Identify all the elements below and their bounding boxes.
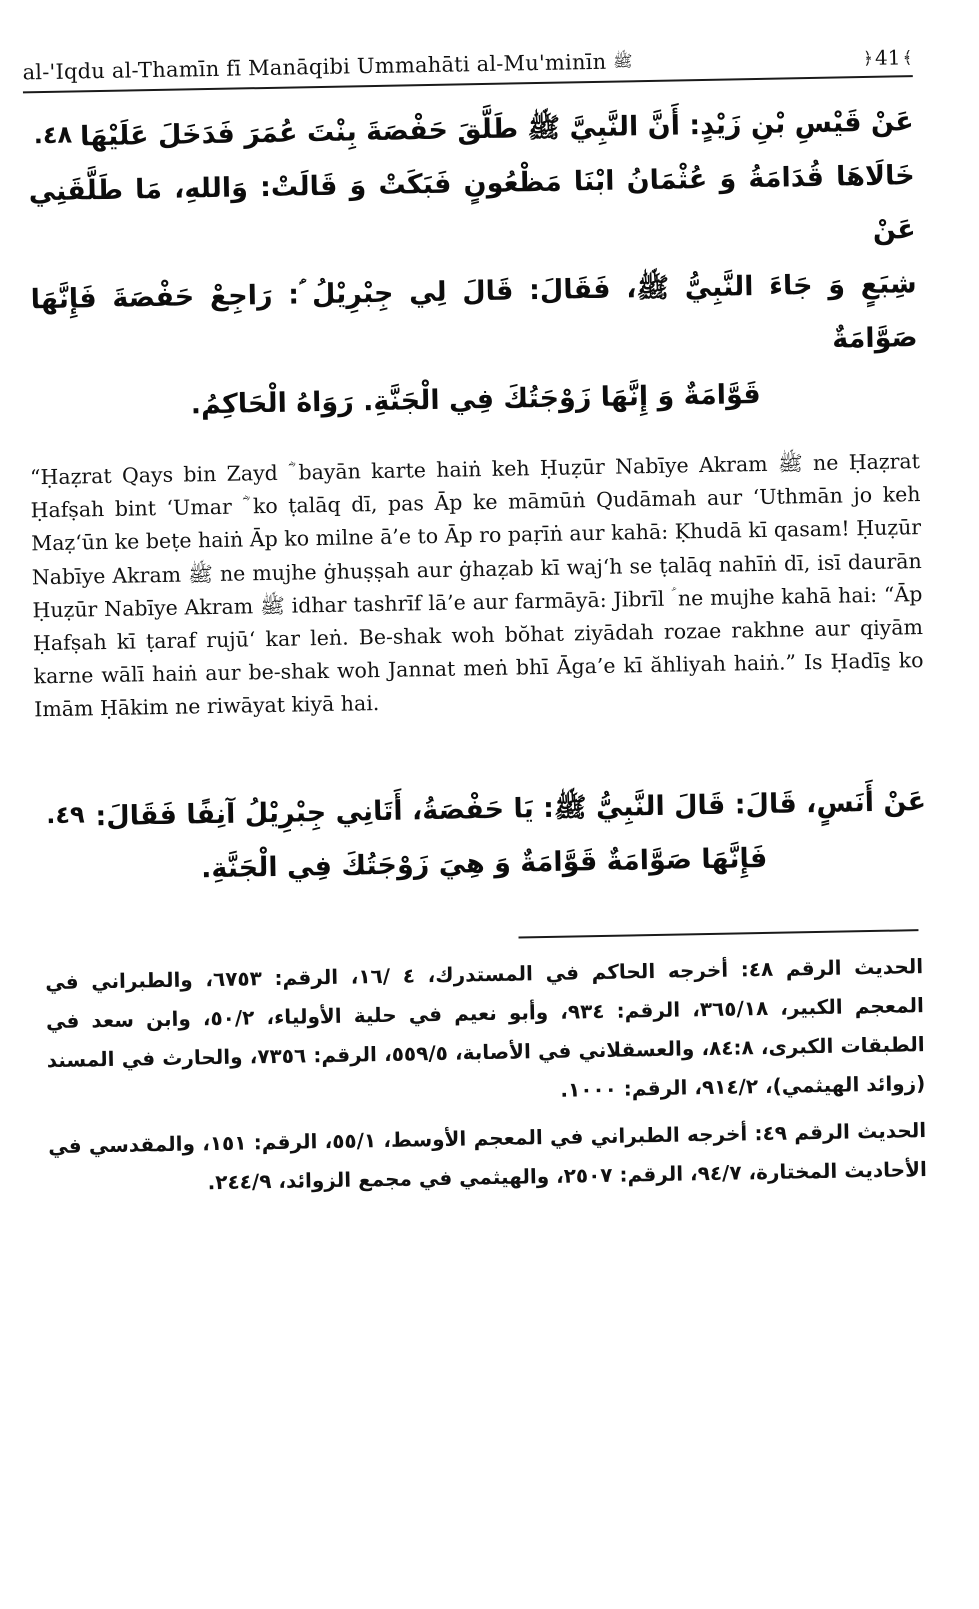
- footnote-49: الحديث الرقم ٤٩: أخرجه الطبراني في المعجم الأوسط، ٥٥/١، الرقم: ١٥١، والمقدسي في الأحاديث المختارة، ٩٤/٧، الرقم: ٢٥٠٧، والهيثمي في مجمع الزوائد، ٢٤٤/٩.: [48, 1117, 928, 1194]
- hadith-48-line-1: عَنْ قَيْسِ بْنِ زَيْدٍ: أَنَّ النَّبِيَّ ﷺ طَلَّقَ حَفْصَةَ بِنْتَ عُمَرَ فَدَخَلَ عَلَيْهَا: [79, 106, 914, 153]
- ornament-right-icon: ﴾: [902, 47, 913, 68]
- hadith-48-line-4: قَوَّامَةٌ وَ إِنَّهَا زَوْجَتُكَ فِي الْجَنَّةِ. رَوَاهُ الْحَاكِمُ.: [190, 378, 761, 421]
- hadith-48-number: ٤٨.: [33, 120, 73, 150]
- page-header: [22, 44, 912, 93]
- ornament-left-icon: ﴿: [862, 48, 874, 69]
- page-number: [863, 45, 913, 70]
- sallallahu-glyph: ﷺ: [613, 51, 633, 71]
- hadith-49-number: ٤٩.: [45, 800, 85, 829]
- hadith-49-arabic: [36, 775, 928, 899]
- running-title: [22, 49, 632, 85]
- hadith-49-line-1: عَنْ أَنَسٍ، قَالَ: قَالَ النَّبِيُّ ﷺ: يَا حَفْصَةُ، أَتَانِي جِبْرِيْلُ آنِفًا فَقَالَ:: [95, 785, 927, 832]
- page-content: [22, 44, 939, 1540]
- hadith-49-line-2: فَإِنَّهَا صَوَّامَةٌ قَوَّامَةٌ وَ هِيَ زَوْجَتُكَ فِي الْجَنَّةِ.: [200, 842, 768, 884]
- footnote-48: الحديث الرقم ٤٨: أخرجه الحاكم في المستدرك، ٤ /١٦، الرقم: ٦٧٥٣، والطبراني في المعجم الكبير، ٣٦٥/١٨، الرقم: ٩٣٤، وأبو نعيم في حلية الأولياء، ٥٠/٢، وابن سعد في الطبقات الكبرى، ٨٤:٨، والعسقلاني في الأصابة، ٥٥٩/٥، الرقم: ٧٣٥٦، والحارث في المسند (زوائد الهيثمي)، ٩١٤/٢، الرقم: ١٠٠٠.: [45, 953, 926, 1102]
- hadith-48-line-2: خَالَاهَا قُدَامَةُ وَ عُثْمَانُ ابْنَا مَظْعُونٍ فَبَكَتْ وَ قَالَتْ: وَاللهِ، مَا طَلَّقَنِي عَنْ: [28, 160, 916, 246]
- page-number-value: 41: [874, 45, 901, 70]
- running-title-text: al-'Iqdu al-Thamīn fī Manāqibi Ummahāti al-Mu'minīn: [22, 49, 607, 85]
- footnote-separator: [518, 929, 918, 938]
- hadith-48-line-3: شِبَعٍ وَ جَاءَ النَّبِيُّ ﷺ، فَقَالَ: قَالَ لِي جِبْرِيْلُ ؑ: رَاجِعْ حَفْصَةَ فَإِنَّهَا صَوَّامَةٌ: [30, 268, 918, 355]
- hadith-48-arabic: [23, 95, 919, 435]
- footnotes: [39, 947, 933, 1205]
- hadith-48-translation: “Ḥaẓrat Qays bin Zayd ؓ bayān karte haiṅ keh Ḥuẓūr Nabīye Akram ﷺ ne Ḥaẓrat Ḥafṣah bint ‘Umar ؓ ko ṭalāq dī, pas Āp ke māmūṅ Qudāmah aur ‘Uthmān jo keh Maẓ‘ūn ke beṭe haiṅ Āp ko milne ā’e to Āp ro paṛīṅ aur kahā: Ḳhudā kī qasam! Ḥuẓūr Nabīye Akram ﷺ ne mujhe ġhuṣṣah aur ġhaẓab kī waj‘h se ṭalāq nahīṅ dī, isī daurān Ḥuẓūr Nabīye Akram ﷺ idhar tashrīf lā’e aur farmāyā: Jibrīl ؑ ne mujhe kahā hai: “Āp Ḥafṣah kī ṭaraf rujū‘ kar leṅ. Be-shak woh bŏhat ziyādah rozae rakhne aur qiyām karne wālī haiṅ aur be-shak woh Jannat meṅ bhī Āga’e kī ăhliyah haiṅ.” Is Ḥadīs̱ ko Imām Ḥākim ne riwāyat kiyā hai.: [29, 449, 924, 722]
